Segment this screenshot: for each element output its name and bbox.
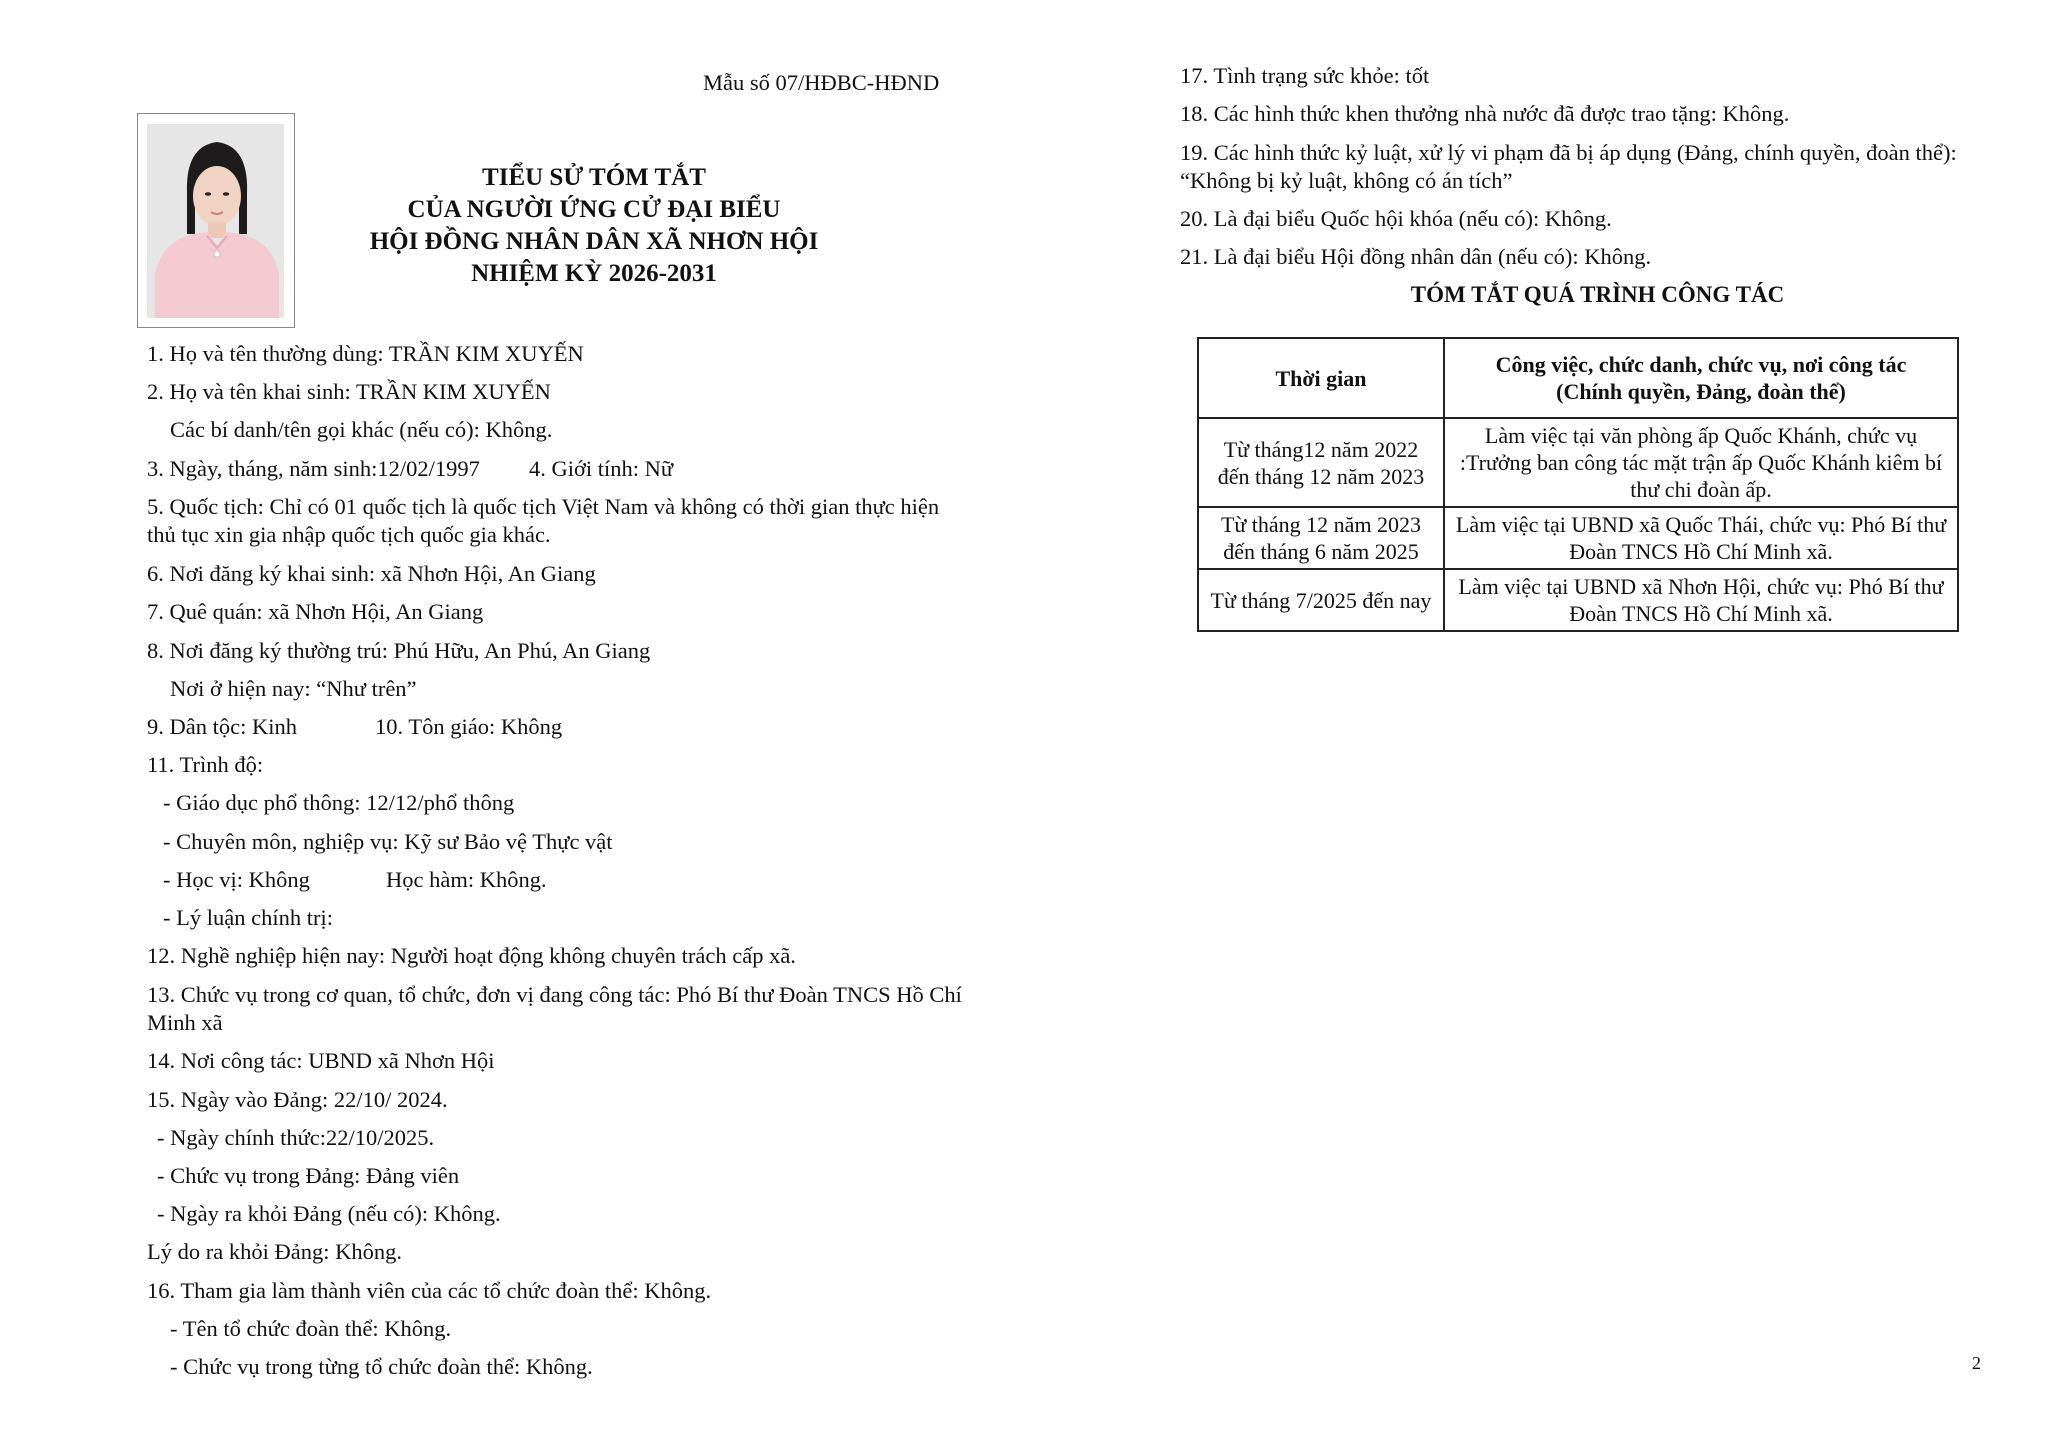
- item-8-permanent-residence: 8. Nơi đăng ký thường trú: Phú Hữu, An Phú, An Giang: [147, 638, 651, 663]
- item-15-party-join-date: 15. Ngày vào Đảng: 22/10/ 2024.: [147, 1087, 448, 1112]
- work-summary-heading: TÓM TẮT QUÁ TRÌNH CÔNG TÁC: [1410, 282, 1785, 307]
- person-silhouette: [147, 124, 284, 318]
- item-6-birth-registration: 6. Nơi đăng ký khai sinh: xã Nhơn Hội, An Giang: [147, 561, 596, 586]
- header-time: Thời gian: [1198, 338, 1444, 418]
- row-job: Làm việc tại UBND xã Nhơn Hội, chức vụ: Phó Bí thư Đoàn TNCS Hồ Chí Minh xã.: [1444, 569, 1958, 631]
- item-15-leave-date: - Ngày ra khỏi Đảng (nếu có): Không.: [157, 1201, 501, 1226]
- row-job: Làm việc tại UBND xã Quốc Thái, chức vụ: Phó Bí thư Đoàn TNCS Hồ Chí Minh xã.: [1444, 507, 1958, 569]
- item-16-organization-name: - Tên tổ chức đoàn thể: Không.: [170, 1316, 452, 1341]
- item-11-general-education: - Giáo dục phổ thông: 12/12/phổ thông: [163, 790, 515, 815]
- item-18-awards: 18. Các hình thức khen thưởng nhà nước đã được trao tặng: Không.: [1180, 101, 1790, 126]
- item-11-academic-title: Học hàm: Không.: [386, 867, 547, 892]
- item-15-party-position: - Chức vụ trong Đảng: Đảng viên: [157, 1163, 460, 1188]
- item-16-organizations: 16. Tham gia làm thành viên của các tổ chức đoàn thể: Không.: [147, 1278, 712, 1303]
- item-11-specialization: - Chuyên môn, nghiệp vụ: Kỹ sư Bảo vệ Thực vật: [163, 829, 613, 854]
- item-2-birth-name: 2. Họ và tên khai sinh: TRẦN KIM XUYẾN: [147, 379, 551, 404]
- header-job-line-2: (Chính quyền, Đảng, đoàn thể): [1556, 379, 1846, 404]
- item-9-ethnicity: 9. Dân tộc: Kinh: [147, 714, 297, 739]
- item-15-official-date: - Ngày chính thức:22/10/2025.: [157, 1125, 435, 1150]
- item-19-discipline: 19. Các hình thức kỷ luật, xử lý vi phạm đã bị áp dụng (Đảng, chính quyền, đoàn thể): “Không bị kỷ luật, không có án tích”: [1180, 140, 1957, 193]
- row-job: Làm việc tại văn phòng ấp Quốc Khánh, chức vụ :Trưởng ban công tác mặt trận ấp Quốc Khánh kiêm bí thư chi đoàn ấp.: [1444, 418, 1958, 507]
- item-5-nationality: 5. Quốc tịch: Chỉ có 01 quốc tịch là quốc tịch Việt Nam và không có thời gian thực hiện thủ tục xin gia nhập quốc tịch quốc gia khác.: [147, 494, 940, 547]
- item-3-birth-date: 3. Ngày, tháng, năm sinh:12/02/1997: [147, 456, 480, 481]
- title-line-3: HỘI ĐỒNG NHÂN DÂN XÃ NHƠN HỘI: [369, 228, 819, 255]
- portrait-image: [147, 124, 284, 318]
- item-10-religion: 10. Tôn giáo: Không: [375, 714, 563, 739]
- item-2-aliases: Các bí danh/tên gọi khác (nếu có): Không.: [170, 417, 553, 442]
- item-8-current-residence: Nơi ở hiện nay: “Như trên”: [170, 676, 417, 701]
- item-4-gender: 4. Giới tính: Nữ: [529, 456, 674, 481]
- header-job-line-1: Công việc, chức danh, chức vụ, nơi công tác: [1495, 352, 1907, 377]
- item-20-national-assembly: 20. Là đại biểu Quốc hội khóa (nếu có): Không.: [1180, 206, 1612, 231]
- item-14-workplace: 14. Nơi công tác: UBND xã Nhơn Hội: [147, 1048, 495, 1073]
- header-job: [1444, 338, 1958, 418]
- table-row: [1198, 569, 1958, 631]
- item-11-education: 11. Trình độ:: [147, 752, 264, 777]
- title-line-2: CỦA NGƯỜI ỨNG CỬ ĐẠI BIỂU: [407, 196, 781, 223]
- document-title: [322, 162, 866, 290]
- title-line-1: TIỂU SỬ TÓM TẮT: [482, 164, 706, 191]
- work-history-table: [1197, 337, 1959, 632]
- table-row: [1198, 507, 1958, 569]
- item-11-degree: - Học vị: Không: [163, 867, 310, 892]
- item-21-peoples-council: 21. Là đại biểu Hội đồng nhân dân (nếu có): Không.: [1180, 244, 1652, 269]
- title-line-4: NHIỆM KỲ 2026-2031: [471, 260, 717, 287]
- item-1-common-name: 1. Họ và tên thường dùng: TRẦN KIM XUYẾN: [147, 341, 584, 366]
- item-15-leave-reason: Lý do ra khỏi Đảng: Không.: [147, 1239, 402, 1264]
- row-time: Từ tháng 7/2025 đến nay: [1198, 569, 1444, 631]
- item-11-political-theory: - Lý luận chính trị:: [163, 905, 333, 930]
- item-7-hometown: 7. Quê quán: xã Nhơn Hội, An Giang: [147, 599, 484, 624]
- page-number: 2: [1972, 1353, 1981, 1373]
- item-12-occupation: 12. Nghề nghiệp hiện nay: Người hoạt động không chuyên trách cấp xã.: [147, 943, 796, 968]
- form-code: Mẫu số 07/HĐBC-HĐND: [703, 70, 940, 95]
- item-16-organization-role: - Chức vụ trong từng tổ chức đoàn thể: Không.: [170, 1354, 593, 1379]
- portrait-photo: [137, 113, 295, 328]
- row-time: Từ tháng 12 năm 2023 đến tháng 6 năm 2025: [1198, 507, 1444, 569]
- table-header-row: [1198, 338, 1958, 418]
- table-row: [1198, 418, 1958, 507]
- item-13-position: 13. Chức vụ trong cơ quan, tổ chức, đơn vị đang công tác: Phó Bí thư Đoàn TNCS Hồ Chí Minh xã: [147, 982, 962, 1035]
- row-time: Từ tháng12 năm 2022 đến tháng 12 năm 2023: [1198, 418, 1444, 507]
- item-17-health: 17. Tình trạng sức khỏe: tốt: [1180, 63, 1430, 88]
